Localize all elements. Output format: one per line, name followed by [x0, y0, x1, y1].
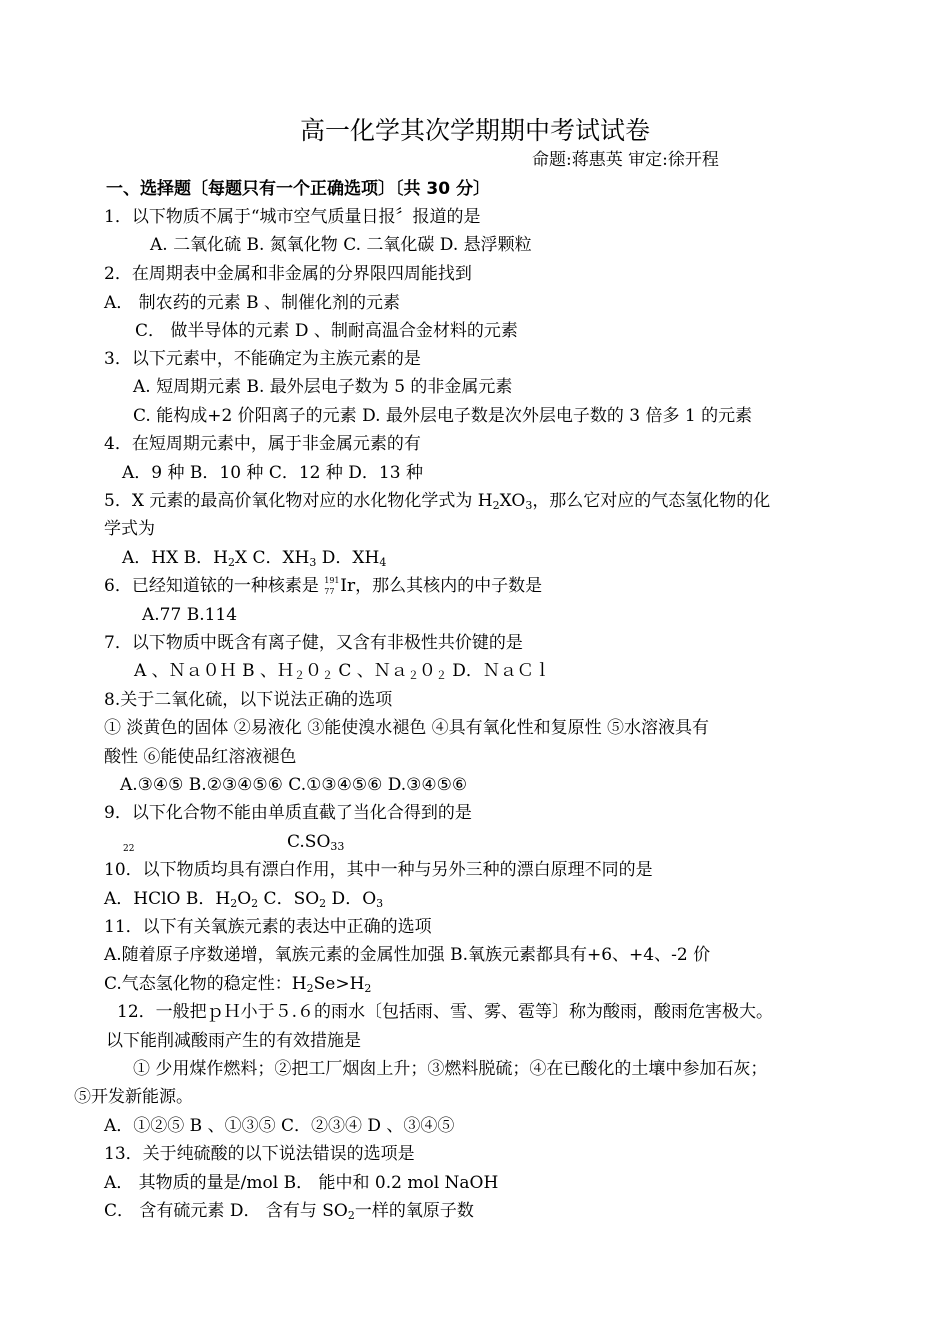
- q5-opt-b: X C．XH: [234, 548, 310, 568]
- question-11-stem: 11．以下有关氧族元素的表达中正确的选项: [104, 917, 432, 937]
- question-11-options-ab: A.随着原子序数递增，氧族元素的金属性加强 B.氧族元素都具有+6、+4、-2 价: [104, 945, 711, 965]
- q10-sub-3: 2: [319, 897, 327, 910]
- q13-cd-tail: 一样的氧原子数: [354, 1201, 474, 1221]
- q13-cd-text: C． 含有硫元素 D． 含有与 SO: [104, 1201, 348, 1221]
- question-2-stem: 2．在周期表中金属和非金属的分界限四周能找到: [104, 264, 472, 284]
- q7-opt-b: ０: [304, 661, 322, 681]
- q5-opt-sub-1: 2: [227, 556, 235, 569]
- question-8-stem: 8.关于二氧化硫，以下说法正确的选项: [104, 690, 393, 710]
- isotope-notation: [324, 577, 340, 597]
- question-3-options-cd: C. 能构成+2 价阳离子的元素 D. 最外层电子数是次外层电子数的 3 倍多 1 的元素: [133, 406, 753, 426]
- q11-c-text-b: Se>H: [313, 974, 365, 994]
- q13-cd-sub: 2: [347, 1209, 355, 1222]
- q11-c-sub-2: 2: [364, 982, 372, 995]
- q5-opt-sub-2: 3: [309, 556, 317, 569]
- q7-sub-3: ２: [407, 669, 419, 682]
- q10-sub-1: 2: [230, 897, 238, 910]
- question-12-options: A．①②⑤ B 、①③⑤ C．②③④ D 、③④⑤: [104, 1116, 455, 1136]
- q11-c-sub-1: 2: [306, 982, 314, 995]
- q7-opt-a: A 、Ｎａ０Ｈ B 、Ｈ: [134, 661, 294, 681]
- question-9-option-c: [287, 831, 344, 853]
- page-title: 高一化学其次学期期中考试试卷: [299, 116, 650, 145]
- question-4-options: A．9 种 B．10 种 C．12 种 D．13 种: [122, 463, 423, 483]
- question-8-statements-2: 酸性 ⑥能使品红溶液褪色: [104, 747, 297, 767]
- q6-text-b: Ir，那么其核内的中子数是: [340, 576, 543, 596]
- question-13-options-cd: [104, 1200, 474, 1222]
- question-9-stem: 9．以下化合物不能由单质直截了当化合得到的是: [104, 803, 472, 823]
- q7-opt-c: C 、Ｎａ: [332, 661, 408, 681]
- question-2-options-ab: A． 制农药的元素 B 、制催化剂的元素: [104, 293, 400, 313]
- q9-optc-sub: 33: [330, 840, 345, 853]
- question-4-stem: 4．在短周期元素中，属于非金属元素的有: [104, 434, 421, 454]
- q6-text-a: 6．已经知道铱的一种核素是: [104, 576, 325, 596]
- q5-text-b: XO: [499, 491, 526, 511]
- question-12-stem-continued: 以下能削减酸雨产生的有效措施是: [106, 1031, 361, 1051]
- q9-optc-text: C.SO: [287, 832, 331, 852]
- question-5-options: [122, 547, 386, 569]
- q10-opt-b: O: [237, 889, 252, 909]
- q11-c-text-a: C.气态氢化物的稳定性：H: [104, 974, 307, 994]
- q10-opt-a: A．HClO B．H: [104, 889, 231, 909]
- byline: 命题:蒋惠英 审定:徐开程: [532, 150, 719, 170]
- question-13-stem: 13．关于纯硫酸的以下说法错误的选项是: [104, 1144, 415, 1164]
- question-11-option-c: [104, 973, 371, 995]
- q5-sub-a: 2: [492, 499, 500, 512]
- q10-opt-d: D．O: [326, 889, 377, 909]
- question-7-options: [134, 660, 551, 682]
- q7-sub-2: ２: [321, 669, 333, 682]
- q7-sub-4: ２: [435, 669, 447, 682]
- question-6-options: A.77 B.114: [142, 605, 238, 625]
- q10-sub-2: 2: [251, 897, 259, 910]
- question-10-options: [104, 888, 383, 910]
- question-6-stem: [104, 575, 542, 597]
- question-13-options-ab: A． 其物质的量是/mol B． 能中和 0.2 mol NaOH: [104, 1173, 499, 1193]
- mass-number: 191: [324, 575, 340, 585]
- question-5-stem: [104, 490, 770, 512]
- question-1-stem: 1．以下物质不属于“城市空气质量日报〞报道的是: [104, 207, 481, 227]
- question-10-stem: 10．以下物质均具有漂白作用，其中一种与另外三种的漂白原理不同的是: [104, 860, 653, 880]
- question-12-stem: 12．一般把ｐＨ小于５.６的雨水〔包括雨、雪、雾、雹等〕称为酸雨，酸雨危害极大。: [117, 1002, 774, 1022]
- question-9-fragment: 22: [123, 844, 135, 854]
- q5-opt-sub-3: 4: [379, 556, 387, 569]
- question-7-stem: 7．以下物质中既含有离子健，又含有非极性共价键的是: [104, 633, 523, 653]
- q10-opt-c: C．SO: [258, 889, 320, 909]
- q10-sub-4: 3: [376, 897, 384, 910]
- question-3-options-ab: A. 短周期元素 B. 最外层电子数为 5 的非金属元素: [133, 377, 513, 397]
- question-8-statements-1: ① 淡黄色的固体 ②易液化 ③能使溴水褪色 ④具有氧化性和复原性 ⑤水溶液具有: [104, 718, 710, 738]
- q5-text-a: 5．X 元素的最高价氧化物对应的水化物化学式为 H: [104, 491, 493, 511]
- question-2-options-cd: C． 做半导体的元素 D 、制耐高温合金材料的元素: [135, 321, 518, 341]
- q5-text-c: ，那么它对应的气态氢化物的化: [532, 491, 771, 511]
- q5-sub-b: 3: [525, 499, 533, 512]
- question-12-measures-2: ⑤开发新能源。: [74, 1087, 193, 1107]
- q7-sub-1: ２: [293, 669, 305, 682]
- question-3-stem: 3．以下元素中，不能确定为主族元素的是: [104, 349, 421, 369]
- q5-opt-c: D．XH: [316, 548, 380, 568]
- question-5-stem-continued: 学式为: [104, 519, 155, 539]
- question-8-options: A.③④⑤ B.②③④⑤⑥ C.①③④⑤⑥ D.③④⑤⑥: [120, 775, 468, 795]
- question-1-options: A. 二氧化硫 B. 氮氧化物 C. 二氧化碳 D. 悬浮颗粒: [150, 235, 532, 255]
- question-12-measures-1: ① 少用煤作燃料；②把工厂烟囱上升；③燃料脱硫；④在已酸化的土壤中参加石灰；: [133, 1059, 768, 1079]
- q7-opt-e: D．ＮａＣｌ: [446, 661, 551, 681]
- q7-opt-d: ０: [418, 661, 436, 681]
- section-heading: 一、选择题〔每题只有一个正确选项〕〔共 30 分〕: [106, 179, 490, 199]
- q5-opt-a: A．HX B．H: [122, 548, 228, 568]
- atomic-number: 77: [324, 586, 335, 596]
